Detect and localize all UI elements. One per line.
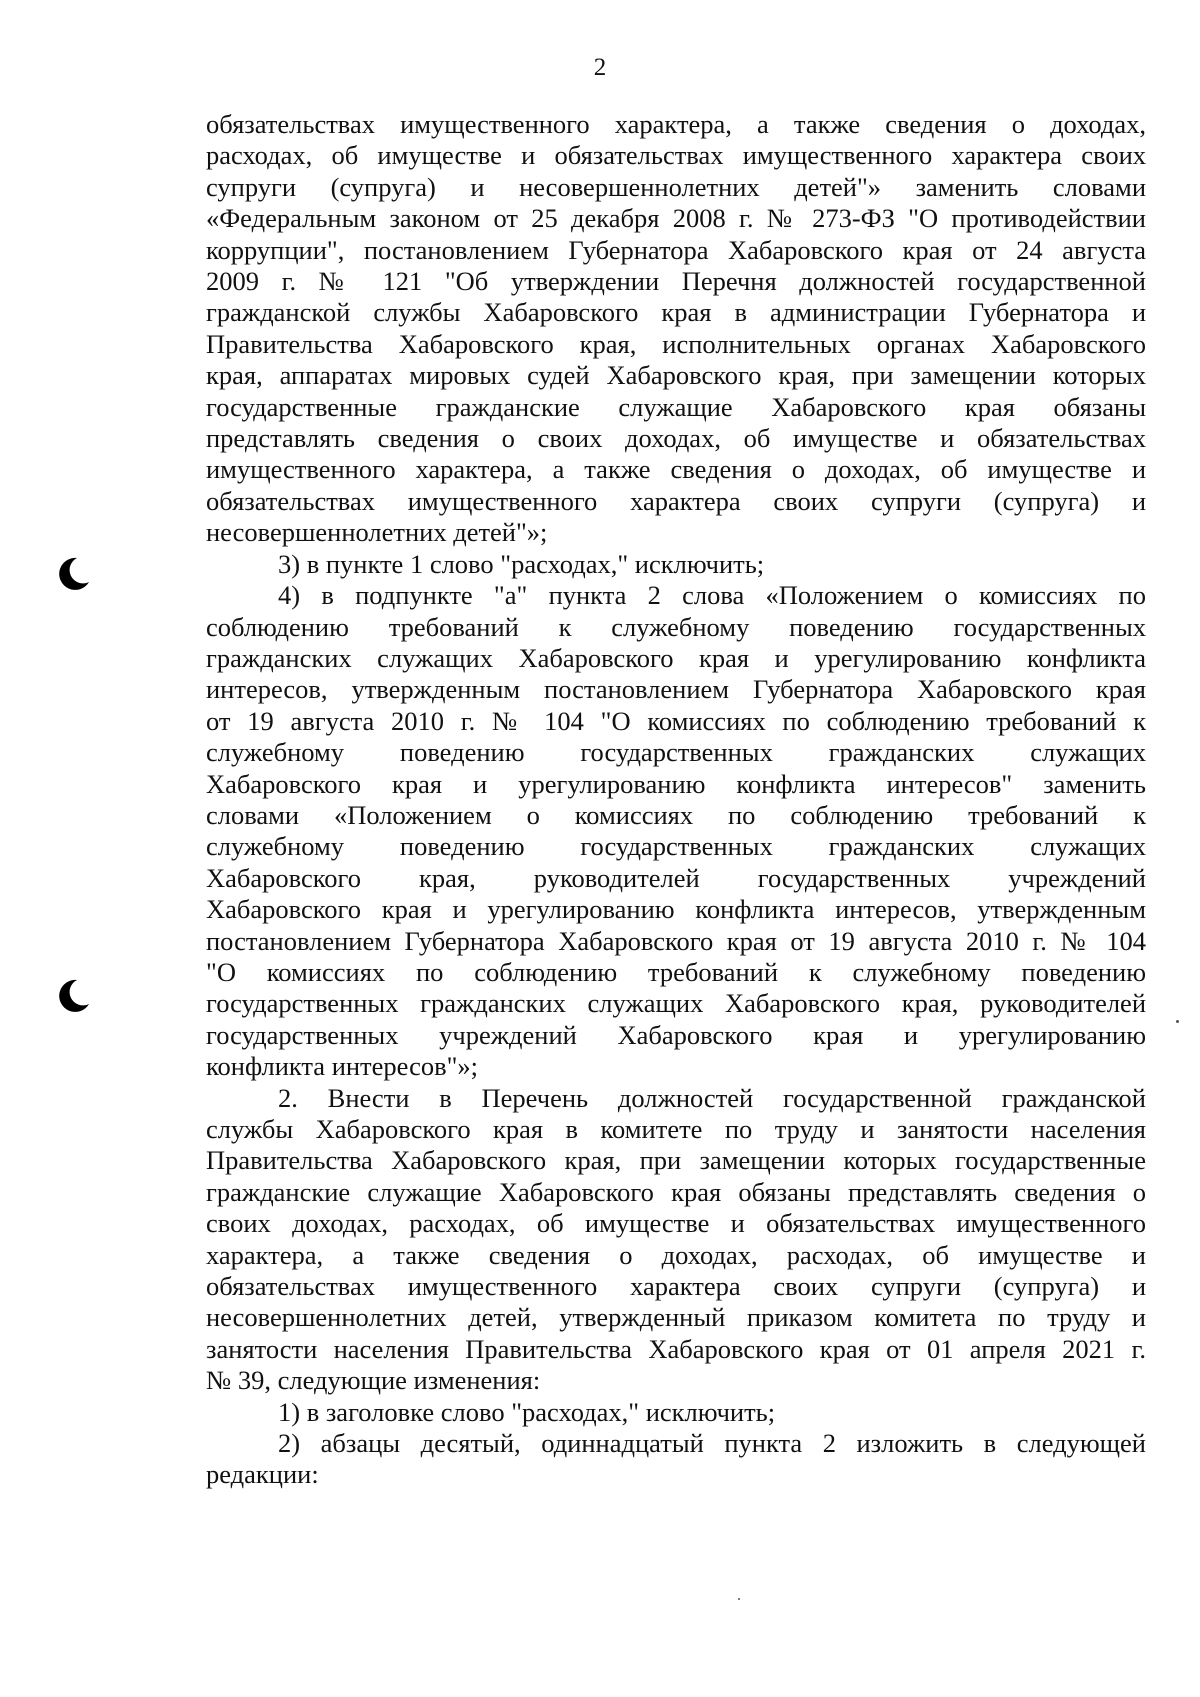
line-row — [206, 1397, 1146, 1428]
text-line: 2009 г. № 121 "Об утверждении Перечня должностей государственной — [206, 266, 1146, 297]
line-row — [206, 172, 1146, 203]
text-line: Хабаровского края и урегулированию конфликта интересов" заменить — [206, 768, 1146, 799]
paragraph-section-2 — [206, 1083, 1146, 1397]
text-line: занятости населения Правительства Хабаровского края от 01 апреля 2021 г. — [206, 1333, 1146, 1364]
line-row — [206, 1145, 1146, 1176]
paragraph-continuation — [206, 109, 1146, 549]
line-row — [206, 926, 1146, 957]
text-line: Правительства Хабаровского края, исполнительных органах Хабаровского — [206, 328, 1146, 359]
text-line: 2. Внести в Перечень должностей государственной гражданской — [278, 1082, 1146, 1113]
line-row — [206, 1051, 1146, 1082]
text-line: «Федеральным законом от 25 декабря 2008 г. № 273-ФЗ "О противодействии — [206, 203, 1146, 234]
line-row — [206, 1428, 1146, 1459]
paragraph-item-4 — [206, 580, 1146, 1083]
line-row — [206, 297, 1146, 328]
text-line: обязательствах имущественного характера своих супруги (супруга) и — [206, 485, 1146, 516]
punch-hole-mark-top — [55, 556, 91, 592]
line-row — [206, 1365, 1146, 1396]
text-line: Хабаровского края и урегулированию конфликта интересов, утвержденным — [206, 894, 1146, 925]
text-line: постановлением Губернатора Хабаровского края от 19 августа 2010 г. № 104 — [206, 925, 1146, 956]
line-row — [206, 1083, 1146, 1114]
line-row — [206, 580, 1146, 611]
line-row — [206, 1334, 1146, 1365]
line-row — [206, 1459, 1146, 1490]
line-row — [206, 454, 1146, 485]
text-line: словами «Положением о комиссиях по соблюдению требований к — [206, 799, 1146, 830]
text-line: от 19 августа 2010 г. № 104 "О комиссиях по соблюдению требований к — [206, 705, 1146, 736]
line-row — [206, 674, 1146, 705]
paragraph-subitem-2 — [206, 1428, 1146, 1491]
text-line: гражданской службы Хабаровского края в администрации Губернатора и — [206, 297, 1146, 328]
text-line: имущественного характера, а также сведения о доходах, об имуществе и — [206, 454, 1146, 485]
text-line: гражданские служащие Хабаровского края обязаны представлять сведения о — [206, 1176, 1146, 1207]
line-row — [206, 988, 1146, 1019]
line-row — [206, 1240, 1146, 1271]
line-row — [206, 706, 1146, 737]
line-row — [206, 643, 1146, 674]
line-row — [206, 109, 1146, 140]
text-line: расходах, об имуществе и обязательствах имущественного характера своих — [206, 140, 1146, 171]
document-body — [206, 109, 1146, 1491]
line-row — [206, 203, 1146, 234]
text-line: 2) абзацы десятый, одиннадцатый пункта 2 изложить в следующей — [278, 1428, 1146, 1459]
line-row — [206, 235, 1146, 266]
line-row — [206, 800, 1146, 831]
text-line: своих доходах, расходах, об имуществе и обязательствах имущественного — [206, 1208, 1146, 1239]
text-line: характера, а также сведения о доходах, расходах, об имуществе и — [206, 1239, 1146, 1270]
scan-speck — [1176, 1020, 1179, 1023]
line-row — [206, 1020, 1146, 1051]
line-row — [206, 360, 1146, 391]
line-row — [206, 266, 1146, 297]
text-line: государственных учреждений Хабаровского края и урегулированию — [206, 1019, 1146, 1050]
line-row — [206, 957, 1146, 988]
text-line: обязательствах имущественного характера своих супруги (супруга) и — [206, 1271, 1146, 1302]
text-line: Правительства Хабаровского края, при замещении которых государственные — [206, 1145, 1146, 1176]
line-row — [206, 894, 1146, 925]
text-line: несовершеннолетних детей"»; — [206, 517, 548, 548]
line-row — [206, 329, 1146, 360]
line-row — [206, 423, 1146, 454]
text-line: редакции: — [206, 1459, 319, 1490]
line-row — [206, 392, 1146, 423]
line-row — [206, 1208, 1146, 1239]
text-line: представлять сведения о своих доходах, об имуществе и обязательствах — [206, 423, 1146, 454]
text-line: государственных гражданских служащих Хабаровского края, руководителей — [206, 988, 1146, 1019]
text-line: обязательствах имущественного характера, а также сведения о доходах, — [206, 109, 1146, 139]
text-line: 3) в пункте 1 слово "расходах," исключить; — [278, 548, 765, 579]
text-line: "О комиссиях по соблюдению требований к служебному поведению — [206, 956, 1146, 987]
text-line: № 39, следующие изменения: — [206, 1365, 541, 1396]
text-line: служебному поведению государственных гражданских служащих — [206, 737, 1146, 768]
line-row — [206, 140, 1146, 171]
text-line: края, аппаратах мировых судей Хабаровского края, при замещении которых — [206, 360, 1146, 391]
line-row — [206, 1271, 1146, 1302]
text-line: интересов, утвержденным постановлением Губернатора Хабаровского края — [206, 674, 1146, 705]
text-line: Хабаровского края, руководителей государственных учреждений — [206, 862, 1146, 893]
line-row — [206, 831, 1146, 862]
text-line: государственные гражданские служащие Хабаровского края обязаны — [206, 391, 1146, 422]
line-row — [206, 737, 1146, 768]
line-row — [206, 1114, 1146, 1145]
line-row — [206, 612, 1146, 643]
line-row — [206, 549, 1146, 580]
paragraph-subitem-1 — [206, 1397, 1146, 1428]
punch-hole-mark-bottom — [55, 978, 91, 1014]
line-row — [206, 486, 1146, 517]
line-row — [206, 1177, 1146, 1208]
line-row — [206, 1302, 1146, 1333]
scan-speck — [738, 1598, 740, 1600]
line-row — [206, 769, 1146, 800]
text-line: служебному поведению государственных гражданских служащих — [206, 831, 1146, 862]
text-line: гражданских служащих Хабаровского края и урегулированию конфликта — [206, 642, 1146, 673]
text-line: несовершеннолетних детей, утвержденный приказом комитета по труду и — [206, 1302, 1146, 1333]
page-number: 2 — [593, 54, 607, 81]
text-line: коррупции", постановлением Губернатора Хабаровского края от 24 августа — [206, 234, 1146, 265]
paragraph-item-3 — [206, 549, 1146, 580]
text-line: конфликта интересов"»; — [206, 1051, 479, 1082]
line-row — [206, 863, 1146, 894]
text-line: 4) в подпункте "а" пункта 2 слова «Положением о комиссиях по — [278, 580, 1146, 611]
text-line: супруги (супруга) и несовершеннолетних детей"» заменить словами — [206, 171, 1146, 202]
text-line: 1) в заголовке слово "расходах," исключить; — [278, 1396, 776, 1427]
text-line: службы Хабаровского края в комитете по труду и занятости населения — [206, 1114, 1146, 1144]
line-row — [206, 517, 1146, 548]
text-line: соблюдению требований к служебному поведению государственных — [206, 611, 1146, 642]
